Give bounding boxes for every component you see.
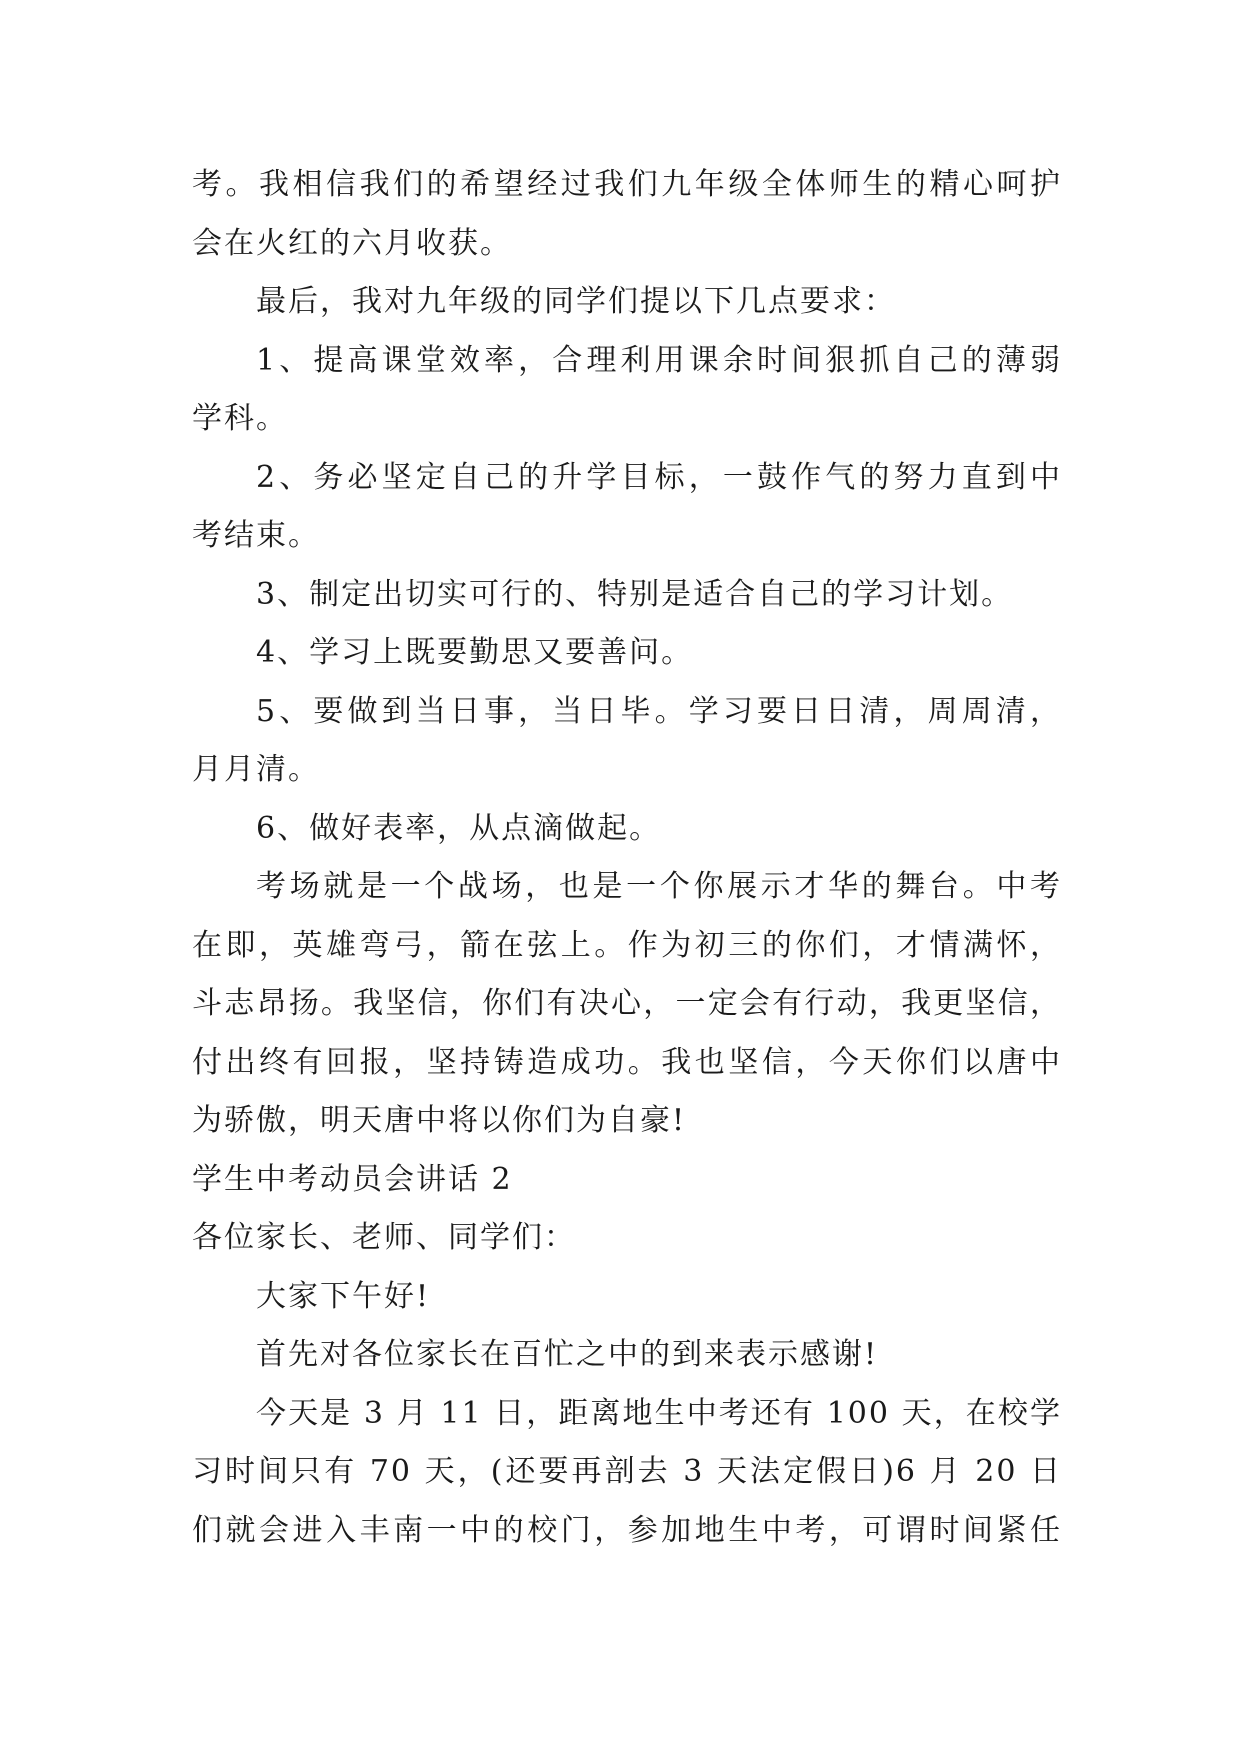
text-line: 3、制定出切实可行的、特别是适合自己的学习计划。 [256, 576, 1014, 612]
text-line: 6、做好表率，从点滴做起。 [256, 810, 662, 846]
salutation: 各位家长、老师、同学们： [192, 1220, 576, 1255]
text-line: 习时间只有 70 天，(还要再剖去 3 天法定假日)6 月 20 日 [192, 1454, 1062, 1489]
text-line: 考。我相信我们的希望经过我们九年级全体师生的精心呵护 [192, 167, 1062, 202]
text-line: 今天是 3 月 11 日，距离地生中考还有 100 天，在校学 [256, 1395, 1062, 1431]
text-line: 们就会进入丰南一中的校门，参加地生中考，可谓时间紧任 [192, 1512, 1062, 1548]
text-line: 斗志昂扬。我坚信，你们有决心，一定会有行动，我更坚信， [192, 986, 1062, 1021]
text-line: 为骄傲，明天唐中将以你们为自豪! [192, 1103, 687, 1138]
text-line: 学科。 [192, 401, 288, 436]
text-line: 1、提高课堂效率，合理利用课余时间狠抓自己的薄弱 [256, 342, 1062, 378]
section-heading: 学生中考动员会讲话 2 [192, 1161, 513, 1197]
text-line: 在即，英雄弯弓，箭在弦上。作为初三的你们，才情满怀， [192, 927, 1062, 963]
text-line: 最后，我对九年级的同学们提以下几点要求： [256, 284, 896, 319]
document-body [192, 156, 1062, 1560]
text-line: 大家下午好! [256, 1278, 431, 1314]
text-line: 首先对各位家长在百忙之中的到来表示感谢! [256, 1337, 879, 1372]
text-line: 付出终有回报，坚持铸造成功。我也坚信，今天你们以唐中 [192, 1044, 1062, 1080]
text-line: 4、学习上既要勤思又要善问。 [256, 635, 694, 670]
text-line: 考场就是一个战场，也是一个你展示才华的舞台。中考 [256, 869, 1062, 904]
text-line: 会在火红的六月收获。 [192, 225, 512, 261]
text-line: 月月清。 [192, 752, 320, 787]
text-line: 2、务必坚定自己的升学目标，一鼓作气的努力直到中 [256, 459, 1062, 495]
text-line: 5、要做到当日事，当日毕。学习要日日清，周周清， [256, 693, 1062, 729]
text-line: 考结束。 [192, 518, 320, 553]
